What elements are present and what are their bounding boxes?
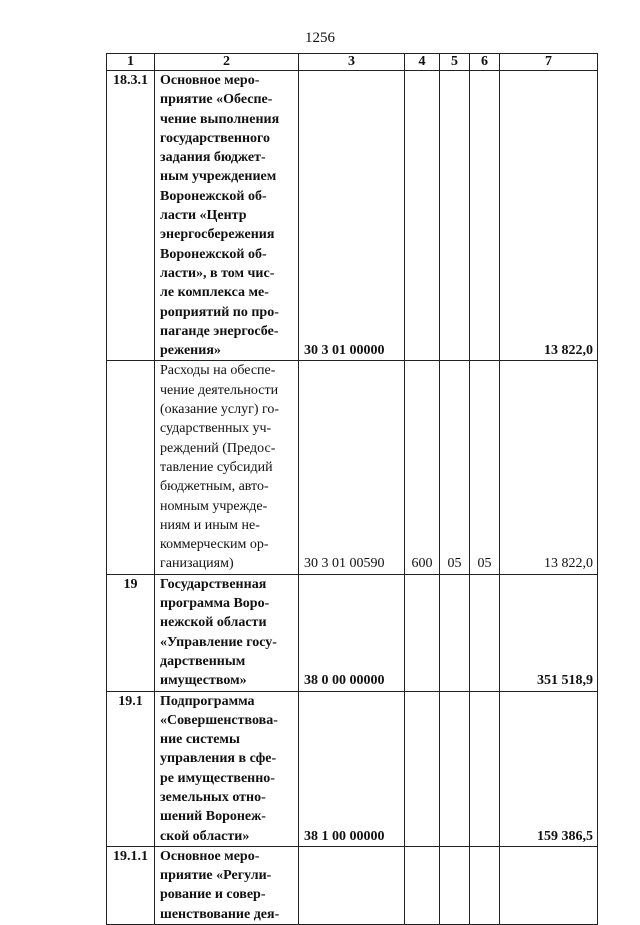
row-name: Подпрограмма «Совершенствова- ние системы управления в сфе- ре имущественно- земельных отно- шений Воронеж- ской области» xyxy=(155,691,299,846)
row-col6: 05 xyxy=(470,361,500,574)
row-sum: 13 822,0 xyxy=(500,361,598,574)
row-col5 xyxy=(440,574,470,691)
row-col5 xyxy=(440,71,470,361)
header-row xyxy=(107,54,598,71)
row-number: 19.1.1 xyxy=(107,846,155,924)
row-col6 xyxy=(470,574,500,691)
row-col5 xyxy=(440,691,470,846)
table-row xyxy=(107,361,598,574)
table-row xyxy=(107,846,598,924)
row-col5 xyxy=(440,846,470,924)
row-col6 xyxy=(470,846,500,924)
row-number: 18.3.1 xyxy=(107,71,155,361)
header-cell: 6 xyxy=(470,54,500,71)
row-sum xyxy=(500,846,598,924)
row-number xyxy=(107,361,155,574)
row-col6 xyxy=(470,691,500,846)
row-code: 30 3 01 00000 xyxy=(299,71,405,361)
row-col4 xyxy=(405,846,440,924)
header-cell: 4 xyxy=(405,54,440,71)
budget-table xyxy=(106,53,598,925)
header-cell: 7 xyxy=(500,54,598,71)
header-cell: 5 xyxy=(440,54,470,71)
row-col4: 600 xyxy=(405,361,440,574)
row-sum: 159 386,5 xyxy=(500,691,598,846)
header-cell: 2 xyxy=(155,54,299,71)
header-cell: 1 xyxy=(107,54,155,71)
row-code: 30 3 01 00590 xyxy=(299,361,405,574)
row-number: 19 xyxy=(107,574,155,691)
table-row xyxy=(107,574,598,691)
table-row xyxy=(107,71,598,361)
row-sum: 351 518,9 xyxy=(500,574,598,691)
row-number: 19.1 xyxy=(107,691,155,846)
page-number: 1256 xyxy=(305,30,335,46)
row-col4 xyxy=(405,691,440,846)
row-name: Основное меро- приятие «Обеспе- чение выполнения государственного задания бюджет- ным учреждением Воронежской об- ласти «Центр энергосбережения Воронежской об- ласти», в том чис- ле комплекса ме- роприятий по про- паганде энергосбе- режения» xyxy=(155,71,299,361)
table-row xyxy=(107,691,598,846)
row-col4 xyxy=(405,574,440,691)
header-cell: 3 xyxy=(299,54,405,71)
row-name: Государственная программа Воро- нежской области «Управление госу- дарственным имуществом» xyxy=(155,574,299,691)
row-code xyxy=(299,846,405,924)
row-col6 xyxy=(470,71,500,361)
row-code: 38 1 00 00000 xyxy=(299,691,405,846)
row-name: Расходы на обеспе- чение деятельности (оказание услуг) го- сударственных уч- реждений (Предос- тавление субсидий бюджетным, авто- номным учрежде- ниям и иным не- коммерческим ор- ганизациям) xyxy=(155,361,299,574)
row-code: 38 0 00 00000 xyxy=(299,574,405,691)
row-col5: 05 xyxy=(440,361,470,574)
row-sum: 13 822,0 xyxy=(500,71,598,361)
row-name: Основное меро- приятие «Регули- рование и совер- шенствование дея- xyxy=(155,846,299,924)
row-col4 xyxy=(405,71,440,361)
